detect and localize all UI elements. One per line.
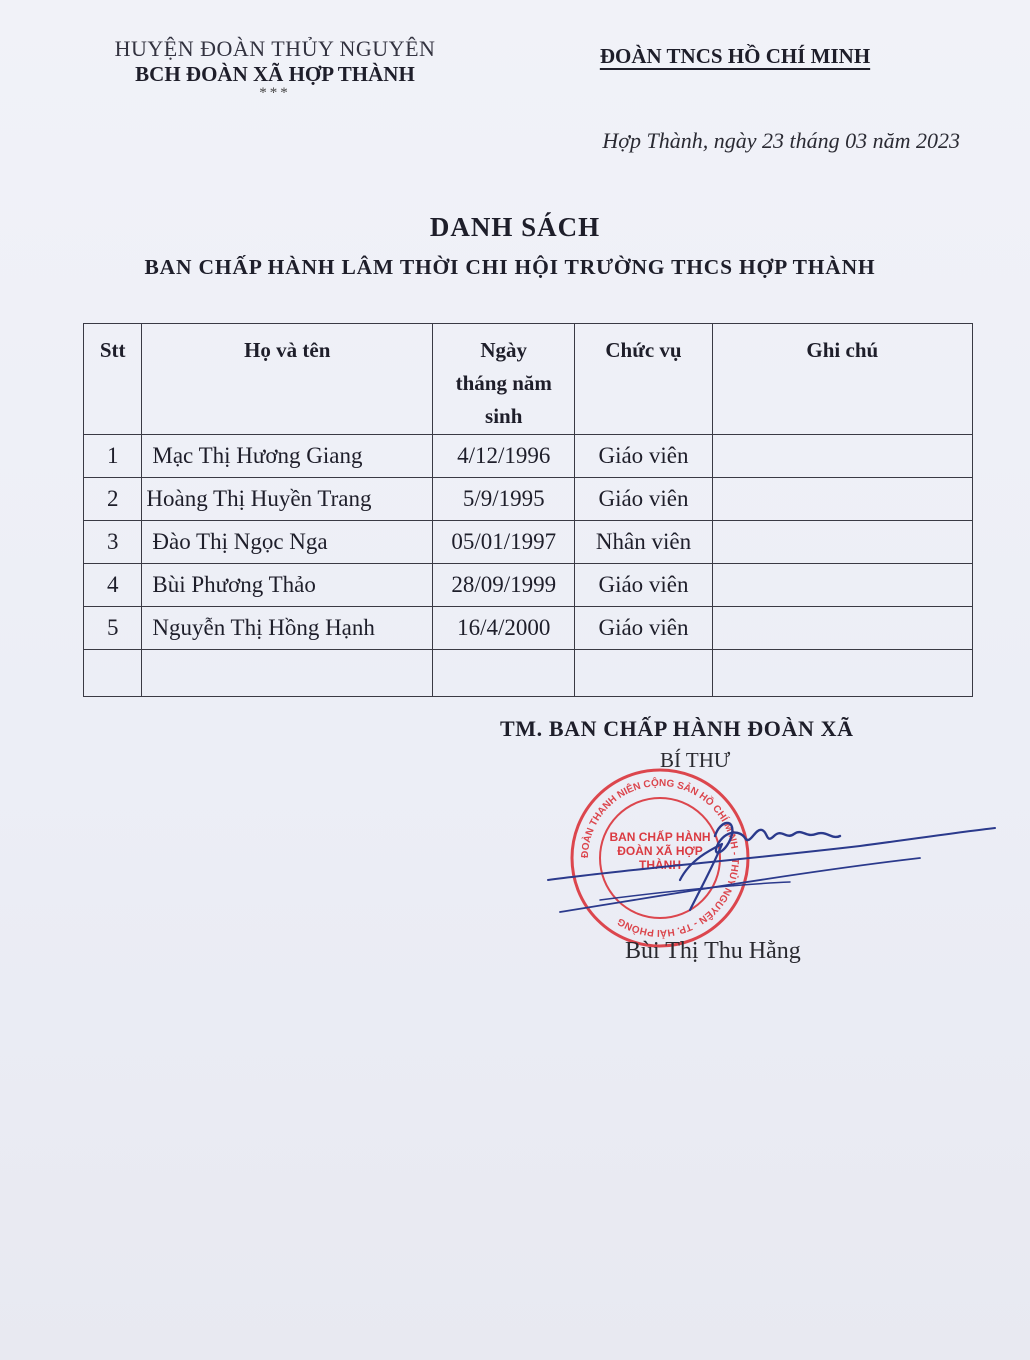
cell-empty [575, 650, 712, 697]
signer-role: BÍ THƯ [660, 748, 731, 772]
header-stt: Stt [84, 324, 142, 435]
cell-note [712, 521, 972, 564]
header-dob [433, 324, 575, 435]
table-row [84, 521, 973, 564]
table-header-row [84, 324, 973, 435]
header-dob-line2: tháng năm [455, 371, 552, 395]
document-subtitle: BAN CHẤP HÀNH LÂM THỜI CHI HỘI TRƯỜNG THCS HỢP THÀNH [144, 255, 876, 279]
cell-name: Đào Thị Ngọc Nga [142, 521, 433, 564]
cell-stt: 4 [84, 564, 142, 607]
issuing-organization [60, 36, 490, 102]
cell-role: Giáo viên [575, 607, 712, 650]
union-name: ĐOÀN TNCS HỒ CHÍ MINH [599, 44, 871, 68]
header-name: Họ và tên [142, 324, 433, 435]
issuing-committee: BCH ĐOÀN XÃ HỢP THÀNH [135, 62, 415, 86]
cell-dob: 4/12/1996 [433, 435, 575, 478]
member-table [83, 323, 973, 697]
cell-stt: 5 [84, 607, 142, 650]
cell-note [712, 435, 972, 478]
cell-empty [142, 650, 433, 697]
table-row-empty [84, 650, 973, 697]
header-note: Ghi chú [712, 324, 972, 435]
header-dob-line3: sinh [485, 404, 523, 428]
cell-empty [712, 650, 972, 697]
stamp-ring-text: ĐOÀN THANH NIÊN CỘNG SẢN HỒ CHÍ MINH - THỦY NGUYÊN - TP. HẢI PHÒNG [579, 777, 741, 939]
cell-stt: 1 [84, 435, 142, 478]
cell-role: Giáo viên [575, 564, 712, 607]
cell-note [712, 478, 972, 521]
cell-dob: 28/09/1999 [433, 564, 575, 607]
handwritten-signature [540, 800, 1010, 930]
cell-dob: 5/9/1995 [433, 478, 575, 521]
parent-organization: HUYỆN ĐOÀN THỦY NGUYÊN [114, 36, 436, 61]
cell-name: Hoàng Thị Huyền Trang [142, 478, 433, 521]
cell-stt: 2 [84, 478, 142, 521]
cell-dob: 16/4/2000 [433, 607, 575, 650]
signer-name: Bùi Thị Thu Hằng [625, 938, 801, 964]
cell-role: Giáo viên [575, 478, 712, 521]
header-dob-line1: Ngày [480, 338, 528, 362]
cell-dob: 05/01/1997 [433, 521, 575, 564]
header-stars: *** [259, 85, 291, 101]
cell-role: Giáo viên [575, 435, 712, 478]
table-row [84, 607, 973, 650]
cell-empty [433, 650, 575, 697]
document-title: DANH SÁCH [429, 212, 601, 242]
table-row [84, 478, 973, 521]
on-behalf-line: TM. BAN CHẤP HÀNH ĐOÀN XÃ [500, 716, 854, 741]
header-role: Chức vụ [575, 324, 712, 435]
date-line: Hợp Thành, ngày 23 tháng 03 năm 2023 [602, 128, 960, 153]
stamp-center-text: BAN CHẤP HÀNH ĐOÀN XÃ HỢP THÀNH [609, 830, 711, 872]
cell-role: Nhân viên [575, 521, 712, 564]
cell-name: Nguyễn Thị Hồng Hạnh [142, 607, 433, 650]
table-row [84, 564, 973, 607]
cell-stt: 3 [84, 521, 142, 564]
cell-name: Bùi Phương Thảo [142, 564, 433, 607]
table-row [84, 435, 973, 478]
cell-empty [84, 650, 142, 697]
cell-name: Mạc Thị Hương Giang [142, 435, 433, 478]
cell-note [712, 564, 972, 607]
cell-note [712, 607, 972, 650]
